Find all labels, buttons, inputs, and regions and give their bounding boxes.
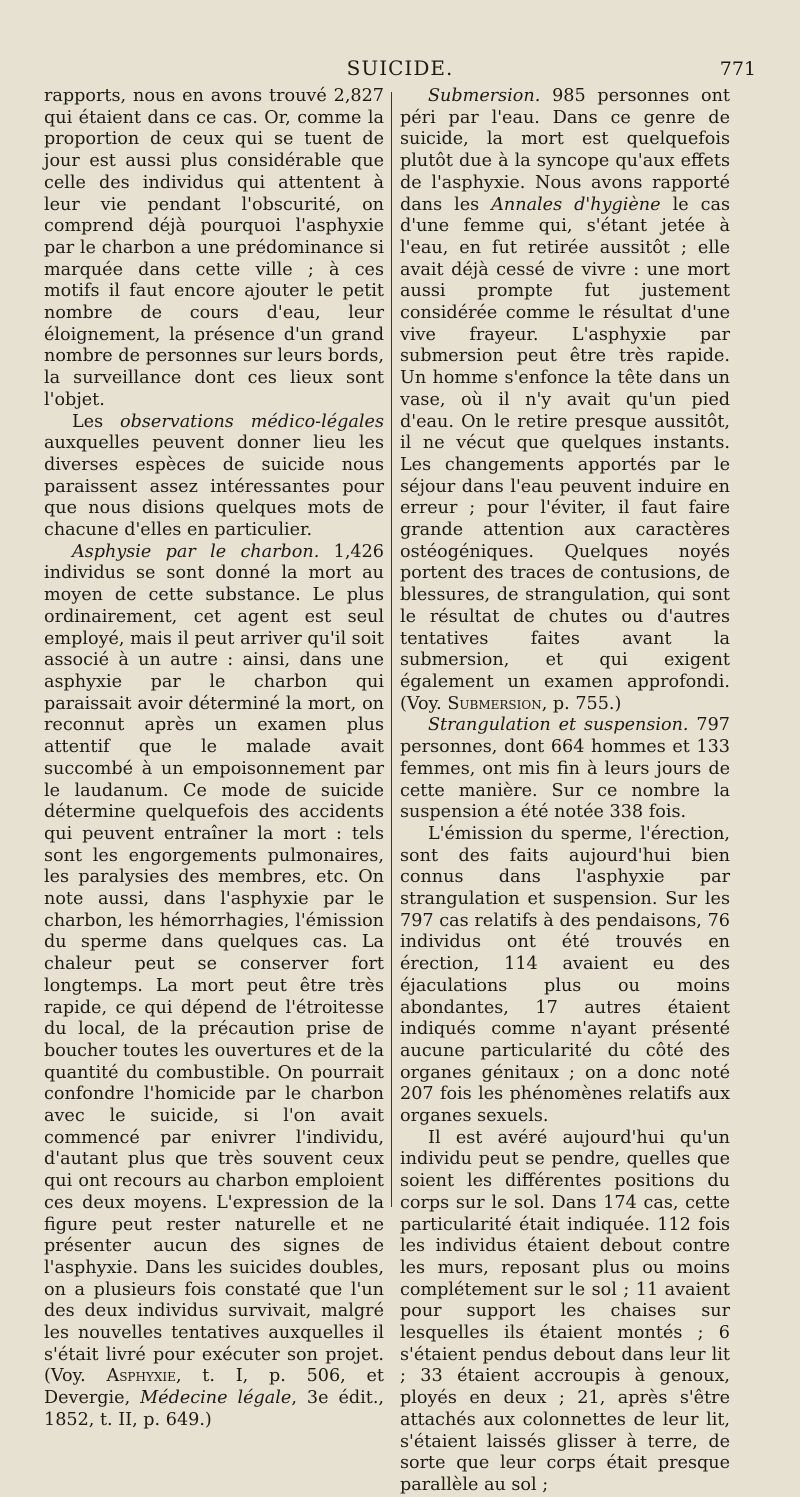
paragraph-strangulation: Strangulation et suspension. 797 personnes, dont 664 hommes et 133 femmes, ont mis fin à leurs jours de cette manière. Sur ce nombre la suspension a été notée 338 fois. [400,715,730,823]
paragraph: Les observations médico-légales auxquelles peuvent donner lieu les diverses espèces de suicide nous paraissent assez intéressantes pour que nous disions quelques mots de chacune d'elles en particulier. [44,411,384,541]
paragraph-submersion: Submersion. 985 personnes ont péri par l'eau. Dans ce genre de suicide, la mort est quelquefois plutôt due à la syncope qu'aux effets de l'asphyxie. Nous avons rapporté dans les Annales d'hygiène le cas d'une femme qui, s'étant jetée à l'eau, en fut retirée aussitôt ; elle avait déjà cessé de vivre : une mort aussi prompte fut justement considérée comme le résultat d'une vive frayeur. L'asphyxie par submersion peut être très rapide. Un homme s'enfonce la tête dans un vase, où il n'y avait qu'un pied d'eau. On le retire presque aussitôt, il ne vécut que quelques instants. Les changements apportés par le séjour dans l'eau peuvent induire en erreur ; pour l'éviter, il faut faire grande attention aux caractères ostéogéniques. Quelques noyés portent des traces de contusions, de blessures, de strangulation, qui sont le résultat de chutes ou d'autres tentatives faites avant la submersion, et qui exigent également un examen approfondi. (Voy. Submersion, p. 755.) [400,86,730,714]
page-header [0,56,800,86]
paragraph: L'émission du sperme, l'érection, sont des faits aujourd'hui bien connus dans l'asphyxie par strangulation et suspension. Sur les 797 cas relatifs à des pendaisons, 76 individus ont été trouvés en érection, 114 avaient eu des éjaculations plus ou moins abondantes, 17 autres étaient indiqués comme n'ayant présenté aucune particularité du côté des organes génitaux ; on a donc noté 207 fois les phénomènes relatifs aux organes sexuels. [400,823,730,1127]
section-title: Strangulation et suspension. [428,715,689,736]
page-number: 771 [719,58,756,80]
left-column [44,86,385,1430]
paragraph: rapports, nous en avons trouvé 2,827 qui étaient dans ce cas. Or, comme la proportion de ceux qui se tuent de jour est aussi plus considérable que celle des individus qui attentent à leur vie pendant l'obscurité, on comprend déjà pourquoi l'asphyxie par le charbon a une prédominance si marquée dans cette ville ; à ces motifs il faut encore ajouter le petit nombre de cours d'eau, leur éloignement, la présence d'un grand nombre de personnes sur leurs bords, la surveillance dont ces lieux sont l'objet. [44,86,384,410]
paragraph: Il est avéré aujourd'hui qu'un individu peut se pendre, quelles que soient les différentes positions du corps sur le sol. Dans 174 cas, cette particularité était indiquée. 112 fois les individus étaient debout contre les murs, reposant plus ou moins complétement sur le sol ; 11 avaient pour support les chaises sur lesquelles ils étaient montés ; 6 s'étaient pendus debout dans leur lit ; 33 étaient accroupis à genoux, ployés en deux ; 21, après s'être attachés aux colonnettes de leur lit, s'étaient laissés glisser à terre, de sorte que leur corps était presque parallèle au sol ; [400,1127,730,1495]
section-title: Submersion. [428,86,541,106]
paragraph-asphyxie-charbon: Asphysie par le charbon. 1,426 individus se sont donné la mort au moyen de cette substance. Le plus ordinairement, cet agent est seul employé, mais il peut arriver qu'il soit associé à un autre : ainsi, dans une asphyxie par le charbon qui paraissait avoir déterminé la mort, on reconnut après un examen plus attentif que le malade avait succombé à un empoisonnement par le laudanum. Ce mode de suicide détermine quelquefois des accidents qui peuvent entraîner la mort : tels sont les engorgements pulmonaires, les paralysies des membres, etc. On note aussi, dans l'asphyxie par le charbon, les hémorrhagies, l'émission du sperme dans quelques cas. La chaleur peut se conserver fort longtemps. La mort peut être très rapide, ce qui dépend de l'étroitesse du local, de la précaution prise de boucher toutes les ouvertures et de la quantité du combustible. On pourrait confondre l'homicide par le charbon avec le suicide, si l'on avait commencé par enivrer l'individu, d'autant plus que très souvent ceux qui ont recours au charbon emploient ces deux moyens. L'expression de la figure peut rester naturelle et ne présenter aucun des signes de l'asphyxie. Dans les suicides doubles, on a plusieurs fois constaté que l'un des deux individus survivait, malgré les nouvelles tentatives auxquelles il s'était livré pour exécuter son projet. (Voy. Asphyxie, t. I, p. 506, et Devergie, Médecine légale, 3e édit., 1852, t. II, p. 649.) [44,541,385,1430]
section-title: Asphysie par le charbon. [72,541,320,562]
right-column [400,86,730,1495]
column-divider [391,92,392,1207]
running-title: SUICIDE. [346,56,454,80]
